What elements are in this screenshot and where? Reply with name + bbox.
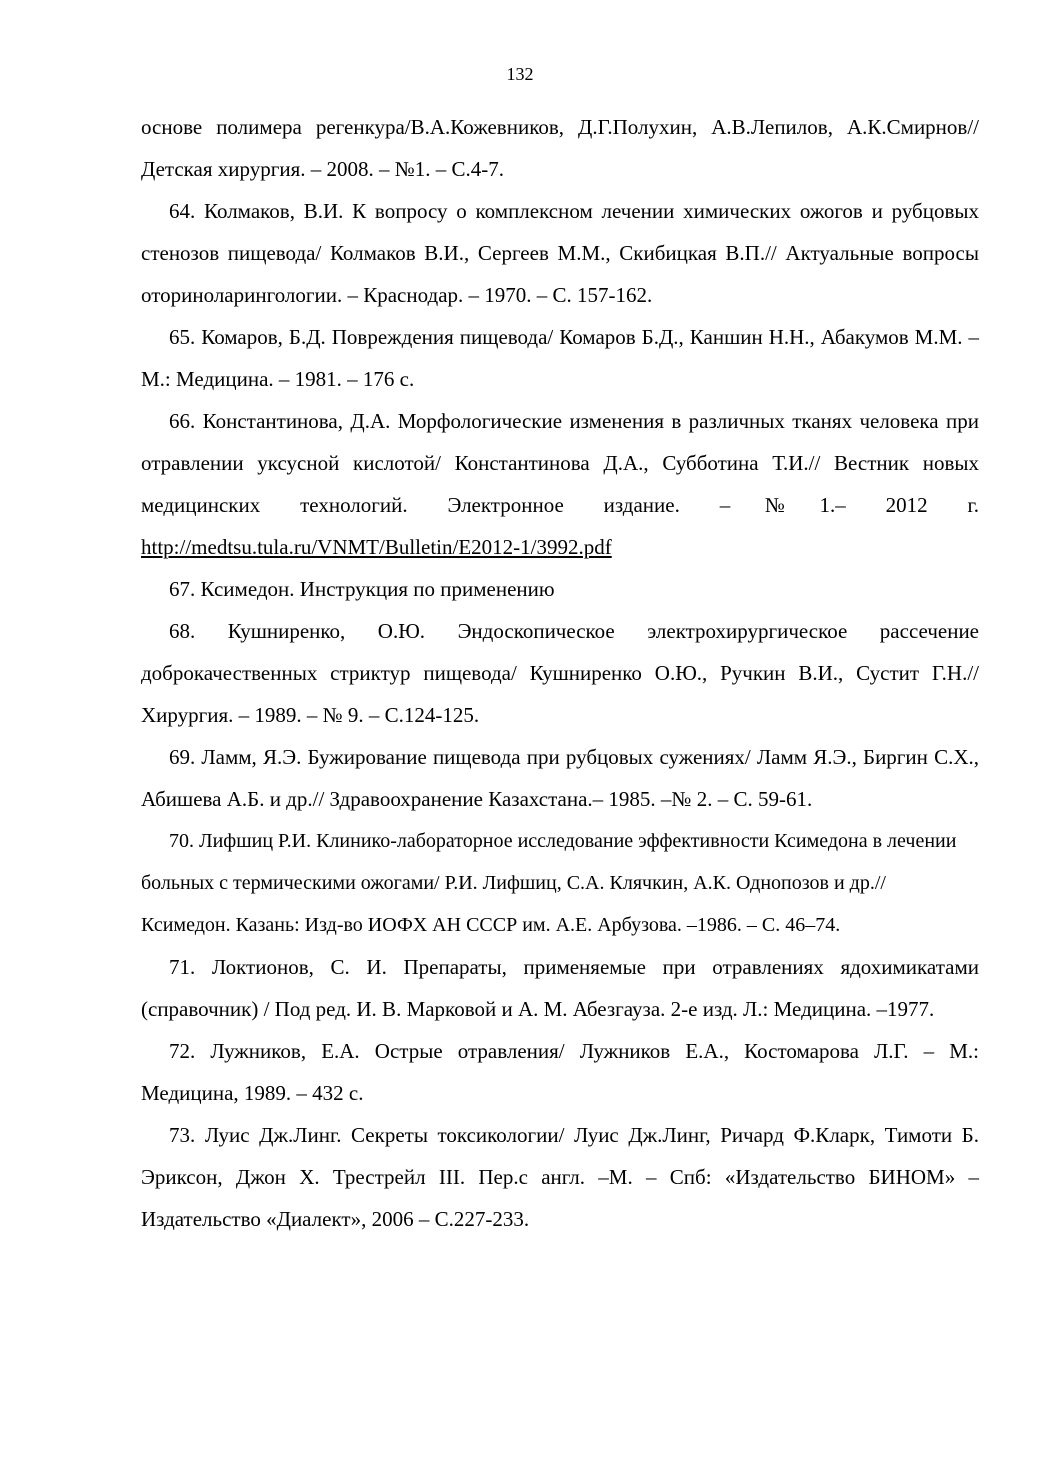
reference-entry-66 bbox=[141, 400, 979, 568]
reference-entry-64: 64. Колмаков, В.И. К вопросу о комплексном лечении химических ожогов и рубцовых стенозов пищевода/ Колмаков В.И., Сергеев М.М., Скибицкая В.П.// Актуальные вопросы оториноларингологии. – Краснодар. – 1970. – С. 157-162. bbox=[141, 199, 979, 307]
reference-entry-72: 72. Лужников, Е.А. Острые отравления/ Лужников Е.А., Костомарова Л.Г. – М.: Медицина, 1989. – 432 с. bbox=[141, 1039, 979, 1105]
reference-entry-continuation: основе полимера регенкура/В.А.Кожевников, Д.Г.Полухин, А.В.Лепилов, А.К.Смирнов// Детская хирургия. – 2008. – №1. – С.4-7. bbox=[141, 115, 979, 181]
reference-entry-69: 69. Ламм, Я.Э. Бужирование пищевода при рубцовых сужениях/ Ламм Я.Э., Биргин С.Х., Абишева А.Б. и др.// Здравоохранение Казахстана.– 1985. –№ 2. – С. 59-61. bbox=[141, 745, 979, 811]
reference-link-66[interactable]: http://medtsu.tula.ru/VNMT/Bulletin/E2012-1/3992.pdf bbox=[141, 535, 612, 559]
reference-entry-66-text: 66. Константинова, Д.А. Морфологические изменения в различных тканях человека при отравлении уксусной кислотой/ Константинова Д.А., Субботина Т.И.// Вестник новых медицинских технологий. Электронное издание. –№1.– 2012 г. bbox=[141, 409, 979, 517]
reference-entry-70: 70. Лифшиц Р.И. Клинико-лабораторное исследование эффективности Ксимедона в лечении больных с термическими ожогами/ Р.И. Лифшиц, С.А. Клячкин, А.К. Однопозов и др.// Ксимедон. Казань: Изд-во ИОФХ АН СССР им. А.Е. Арбузова. –1986. – С. 46–74. bbox=[141, 830, 957, 936]
page-number: 132 bbox=[506, 64, 534, 84]
reference-list bbox=[141, 106, 979, 1240]
reference-entry-71: 71. Локтионов, С. И. Препараты, применяемые при отравлениях ядохимикатами (справочник) / Под ред. И. В. Марковой и А. М. Абезгауза. 2-е изд. Л.: Медицина. –1977. bbox=[141, 955, 979, 1021]
reference-entry-68: 68. Кушниренко, О.Ю. Эндоскопическое электрохирургическое рассечение доброкачественных стриктур пищевода/ Кушниренко О.Ю., Ручкин В.И., Сустит Г.Н.// Хирургия. – 1989. – № 9. – С.124-125. bbox=[141, 619, 979, 727]
reference-entry-65: 65. Комаров, Б.Д. Повреждения пищевода/ Комаров Б.Д., Каншин Н.Н., Абакумов М.М. – М.: Медицина. – 1981. – 176 с. bbox=[141, 325, 979, 391]
reference-entry-67: 67. Ксимедон. Инструкция по применению bbox=[169, 577, 555, 601]
reference-entry-73: 73. Луис Дж.Линг. Секреты токсикологии/ Луис Дж.Линг, Ричард Ф.Кларк, Тимоти Б. Эриксон, Джон Х. Трестрейл III. Пер.с англ. –М. – Спб: «Издательство БИНОМ» – Издательство «Диалект», 2006 – С.227-233. bbox=[141, 1123, 979, 1231]
